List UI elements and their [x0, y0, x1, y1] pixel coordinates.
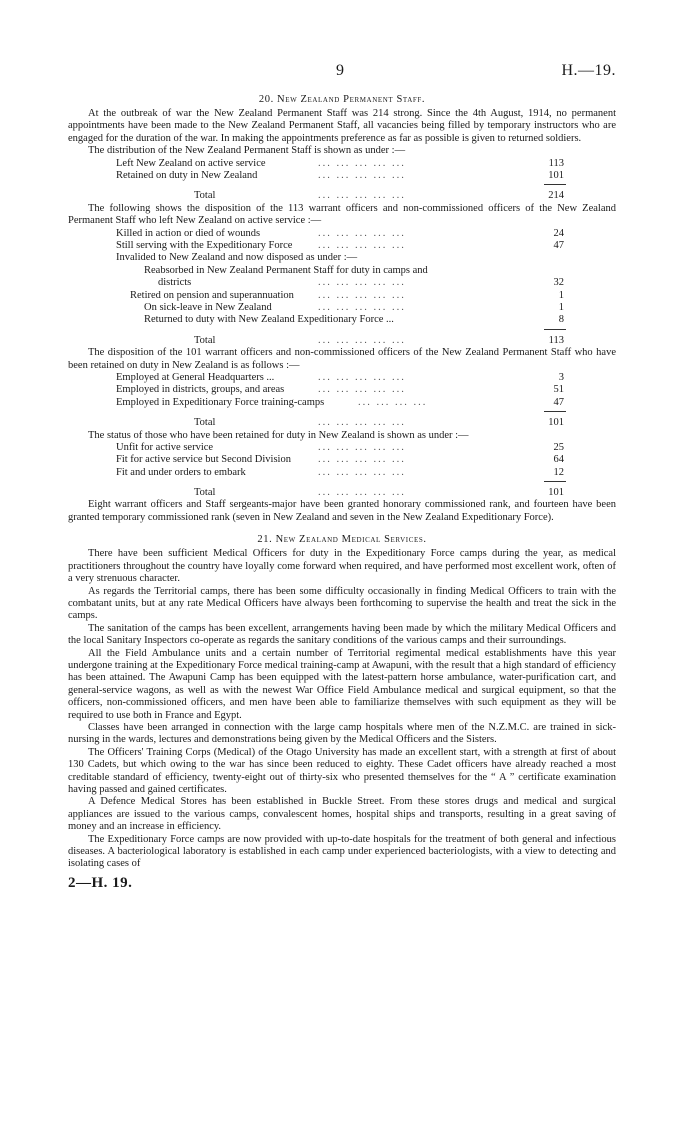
table-row: districts ... ... ... ... ... 32 [158, 277, 564, 289]
section-21-heading: 21. New Zealand Medical Services. [257, 534, 427, 546]
paragraph: Eight warrant officers and Staff sergeants-major have been granted honorary commissioned rank, and fourteen have been granted temporary commissioned rank (seven in New Zealand and seven in the New Zealand Expeditionary Force). [68, 499, 616, 523]
total-row: Total ... ... ... ... ... 214 [194, 190, 564, 202]
table-row: Fit for active service but Second Division ... ... ... ... ... 64 [116, 454, 564, 466]
total-row: Total ... ... ... ... ... 113 [194, 334, 564, 346]
table-row: Employed in Expeditionary Force training-camps ... ... ... ... 47 [116, 396, 564, 408]
active-service-disposition-table [68, 228, 616, 348]
paragraph: The Officers' Training Corps (Medical) of the Otago University has made an excellent start, with a strength at first of about 130 Cadets, but which owing to the war has since been reduced to eighty. These Cadet officers have already reached a most creditable standard of efficiency, twenty-eight out of thirty-six who presented themselves for the “ A ” certificate examination having passed and gained certificates. [68, 746, 616, 795]
table-row: Returned to duty with New Zealand Expeditionary Force ... 8 [144, 314, 564, 326]
signature-mark: 2—H. 19. [68, 874, 133, 891]
home-duty-disposition-table [68, 372, 616, 430]
page-number: 9 [336, 62, 344, 79]
total-row: Total ... ... ... ... ... 101 [194, 417, 564, 429]
table-row: On sick-leave in New Zealand ... ... ... ... ... 1 [144, 301, 564, 313]
paragraph: As regards the Territorial camps, there has been some difficulty occasionally in finding Medical Officers to train with the combatant units, but at any rate Medical Officers have always been forthcoming to supervise the health and treat the sick in the camps. [68, 585, 616, 622]
paragraph: There have been sufficient Medical Officers for duty in the Expeditionary Force camps during the year, as medical practitioners throughout the country have loyally come forward when required, and have performed most excellent work, often of a very strenuous character. [68, 548, 616, 585]
document-page [68, 62, 616, 892]
table-row: Invalided to New Zealand and now disposed as under :— [116, 252, 358, 264]
paragraph: The sanitation of the camps has been excellent, arrangements having been made by which the military Medical Officers and the local Sanitary Inspectors co-operate as regards the sanitary conditions of the various camps and their surroundings. [68, 622, 616, 647]
total-rule [68, 327, 616, 331]
table-row: Left New Zealand on active service ... ... ... ... ... 113 [116, 157, 564, 169]
paragraph: The following shows the disposition of the 113 warrant officers and non-commissioned officers of the New Zealand Permanent Staff who left New Zealand on active service :— [68, 202, 616, 227]
table-row: Retained on duty in New Zealand ... ... ... ... ... 101 [116, 170, 564, 182]
staff-distribution-table [68, 158, 616, 203]
total-rule [68, 182, 616, 186]
paragraph: The distribution of the New Zealand Permanent Staff is shown as under :— [88, 145, 406, 157]
paper-reference: H.—19. [561, 62, 616, 79]
paragraph: The Expeditionary Force camps are now provided with up-to-date hospitals for the treatment of both general and infectious diseases. A bacteriological laboratory is established in each camp under experienced bacteriologists, with a view to detecting and isolating cases of [68, 833, 616, 870]
paragraph: At the outbreak of war the New Zealand Permanent Staff was 214 strong. Since the 4th August, 1914, no permanent appointments have been made to the New Zealand Permanent Staff, all vacancies being filled by temporary instructors who are engaged for the duration of the war. In making the appointments preference as far as possible is given to returned soldiers. [68, 108, 616, 144]
table-row: Unfit for active service ... ... ... ... ... 25 [116, 441, 564, 453]
table-row: Employed in districts, groups, and areas ... ... ... ... ... 51 [116, 384, 564, 396]
table-row: Killed in action or died of wounds ... ... ... ... ... 24 [116, 227, 564, 239]
total-rule [68, 479, 616, 483]
paragraph: Classes have been arranged in connection with the large camp hospitals where men of the N.Z.M.C. are trained in sick-nursing in the wards, lectures and demonstrations being given by the Medical Officers and the Sisters. [68, 721, 616, 746]
table-row: Employed at General Headquarters ... ... ... ... ... ... 3 [116, 371, 564, 383]
paragraph: The disposition of the 101 warrant officers and non-commissioned officers of the New Zealand Permanent Staff who have been retained on duty in New Zealand is as follows :— [68, 347, 616, 371]
total-row: Total ... ... ... ... ... 101 [194, 487, 564, 499]
section-20-heading: 20. New Zealand Permanent Staff. [258, 94, 426, 105]
paragraph: A Defence Medical Stores has been established in Buckle Street. From these stores drugs and medical and surgical appliances are issued to the various camps, convalescent homes, hospital ships and transports, resulting in a great saving of money and an increase in efficiency. [68, 796, 616, 833]
table-row: Reabsorbed in New Zealand Permanent Staff for duty in camps and [144, 264, 428, 276]
table-row: Retired on pension and superannuation ... ... ... ... ... 1 [130, 289, 564, 301]
paragraph: The status of those who have been retained for duty in New Zealand is shown as under :— [88, 429, 469, 441]
status-table [68, 442, 616, 500]
total-rule [68, 409, 616, 413]
table-row: Fit and under orders to embark ... ... ... ... ... 12 [116, 466, 564, 478]
paragraph: All the Field Ambulance units and a certain number of Territorial regimental medical establishments have this year undergone training at the Expeditionary Force medical training-camp at Awapuni, with the result that a high standard of efficiency has been attained. The Awapuni Camp has been equipped with the latest-pattern horse ambulance, water-purification cart, and general-service wagons, as well as with the newest War Office Field Ambulance medical and surgical equipment, so that the officers, non-commissioned officers, and men have been able to familiarize themselves with such equipment as they will be required to use both in France and Egypt. [68, 647, 616, 721]
table-row: Still serving with the Expeditionary Force ... ... ... ... ... 47 [116, 240, 564, 251]
page-header [68, 62, 616, 86]
